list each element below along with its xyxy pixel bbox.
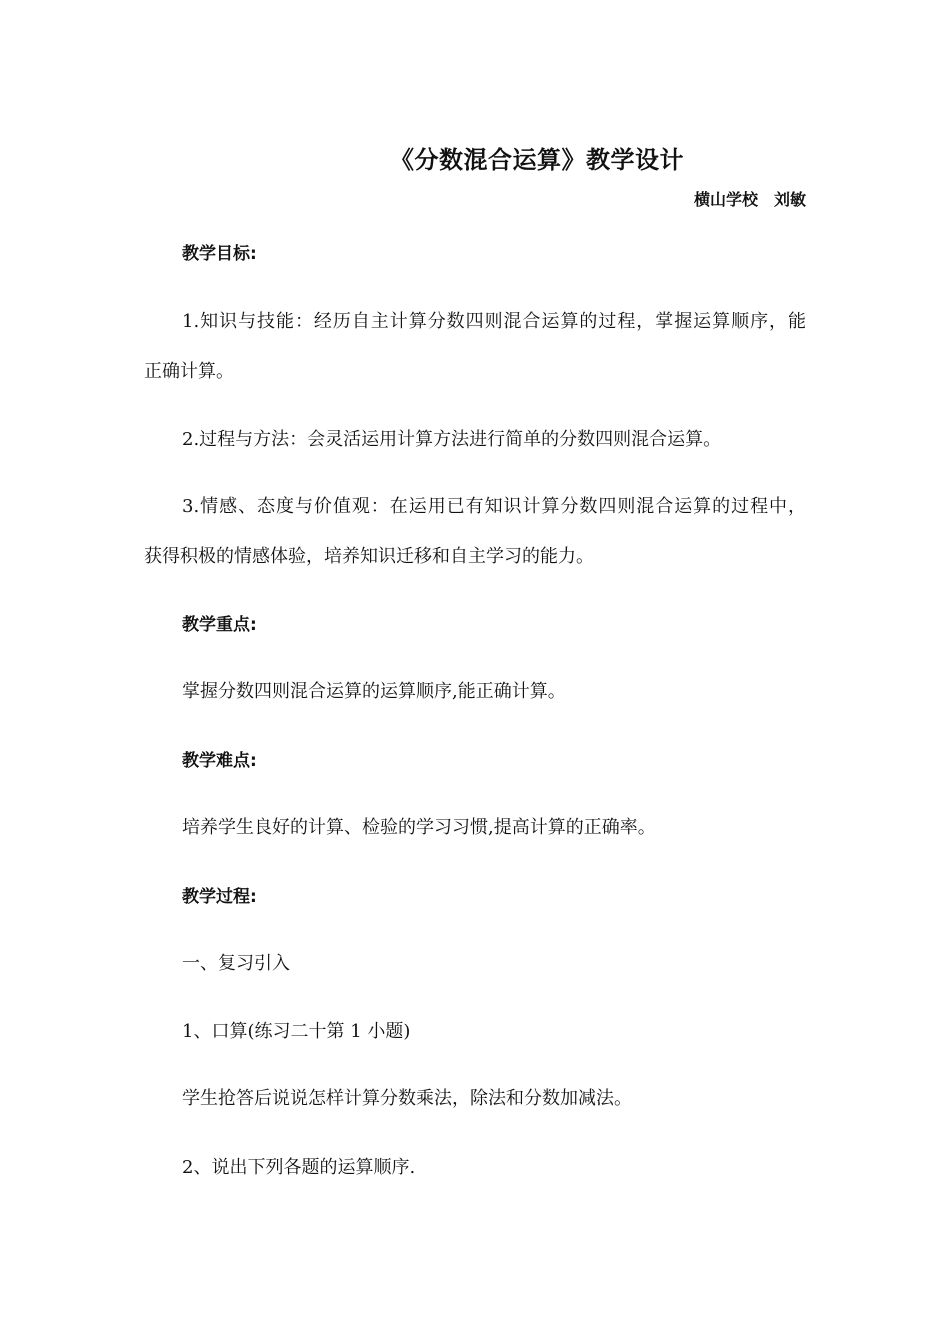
objective-1-line-2: 正确计算。 [144, 361, 234, 382]
difficulty-text: 培养学生良好的计算、检验的学习习惯,提高计算的正确率。 [182, 817, 656, 838]
author-school: 横山学校 [693, 190, 758, 209]
objective-3-line-1: 3.情感、态度与价值观：在运用已有知识计算分数四则混合运算的过程中， [182, 496, 806, 517]
item-1-description: 学生抢答后说说怎样计算分数乘法，除法和分数加减法。 [182, 1088, 632, 1109]
objective-2: 2.过程与方法：会灵活运用计算方法进行简单的分数四则混合运算。 [182, 429, 722, 450]
objective-1-line-1: 1.知识与技能：经历自主计算分数四则混合运算的过程，掌握运算顺序，能 [182, 311, 806, 332]
item-2: 2、说出下列各题的运算顺序. [182, 1157, 416, 1178]
difficulty-heading: 教学难点: [182, 751, 257, 771]
key-point-text: 掌握分数四则混合运算的运算顺序,能正确计算。 [182, 681, 566, 702]
process-heading: 教学过程: [182, 887, 257, 907]
author-name: 刘敏 [773, 190, 806, 209]
key-point-heading: 教学重点: [182, 615, 257, 635]
objectives-heading: 教学目标: [182, 244, 257, 264]
document-title: 《分数混合运算》教学设计 [390, 146, 684, 174]
objective-3-line-2: 获得积极的情感体验，培养知识迁移和自主学习的能力。 [144, 546, 594, 567]
item-1: 1、口算(练习二十第 1 小题) [182, 1021, 411, 1042]
section-1-title: 一、复习引入 [182, 953, 290, 974]
author-line [694, 187, 806, 210]
